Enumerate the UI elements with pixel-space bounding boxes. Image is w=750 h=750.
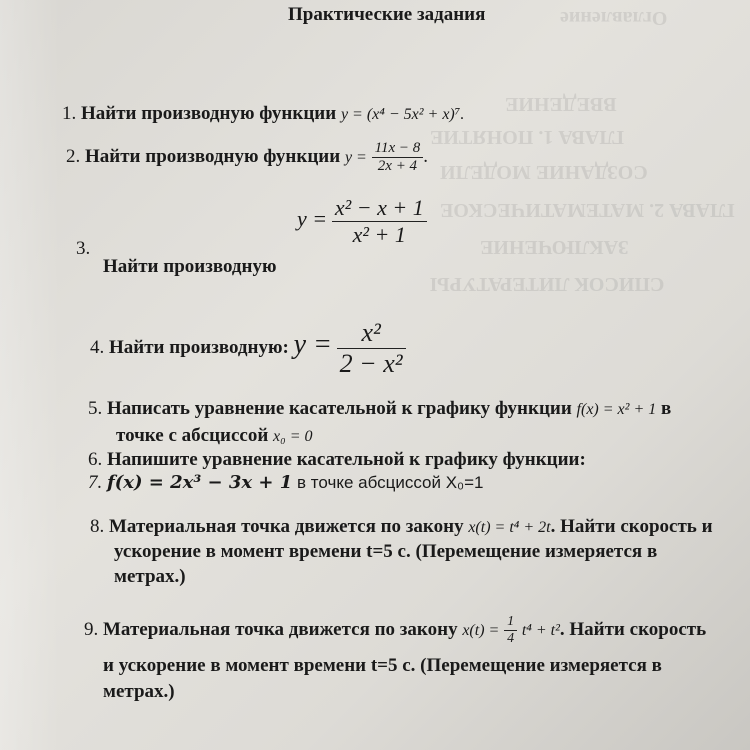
- task-number: 7.: [88, 472, 103, 493]
- fraction: [504, 614, 517, 647]
- bleed-through-text: ГЛАВА 2. МАТЕМАТИЧЕСКОЕ: [440, 199, 735, 221]
- formula-tail: .: [423, 145, 429, 167]
- denominator: 2 − x²: [339, 349, 403, 378]
- task-text: Найти производную:: [109, 336, 289, 358]
- task-3-number: 3.: [76, 238, 91, 259]
- task-number: 2.: [66, 145, 81, 167]
- task-number: 4.: [90, 336, 105, 358]
- denominator: 2x + 4: [377, 158, 418, 174]
- formula-lhs: y =: [293, 328, 332, 360]
- task-text: Найти производную функции: [81, 103, 337, 124]
- denominator: 4: [507, 631, 515, 646]
- task-9-line2: и ускорение в момент времени t=5 с. (Перемещение измеряется в: [103, 655, 662, 676]
- formula-lhs: y =: [344, 148, 367, 166]
- fraction: [372, 140, 424, 175]
- task-text: Материальная точка движется по закону: [103, 618, 458, 640]
- task-1: [62, 103, 464, 125]
- task-text: точке с абсциссой: [116, 425, 269, 446]
- task-text: Напишите уравнение касательной к графику функции:: [107, 449, 586, 470]
- task-8-line3: метрах.): [114, 566, 186, 587]
- bleed-through-text: ВВЕДЕНИЕ: [505, 93, 617, 115]
- fraction: [337, 318, 406, 379]
- numerator: x² − x + 1: [332, 195, 427, 222]
- task-number: 6.: [88, 449, 103, 470]
- numerator: 11x − 8: [372, 140, 424, 158]
- task-tail: . Найти скорость и: [550, 516, 713, 537]
- task-9-line3: метрах.): [103, 681, 175, 702]
- task-text: Материальная точка движется по закону: [109, 516, 464, 537]
- bleed-through-text: ЗАКЛЮЧЕНИЕ: [480, 236, 629, 258]
- task-formula: f(x) = 2x³ − 3x + 1: [107, 472, 293, 493]
- task-9: [84, 614, 706, 647]
- bleed-through-text: ГЛАВА 1. ПОНЯТИЕ: [430, 126, 624, 148]
- task-number: 1.: [62, 103, 77, 124]
- bleed-through-text: Оглавление: [560, 7, 668, 29]
- task-number: 5.: [88, 398, 103, 419]
- denominator: x² + 1: [352, 222, 406, 247]
- task-8: [90, 516, 713, 538]
- bleed-through-text: СПИСОК ЛИТЕРАТУРЫ: [430, 273, 665, 295]
- task-2: [66, 140, 428, 175]
- formula-rest: t⁴ + t²: [521, 621, 560, 639]
- task-formula: f(x) = x² + 1: [576, 401, 657, 418]
- task-5: [88, 398, 671, 420]
- numerator: 1: [504, 614, 517, 631]
- task-formula: y = (x⁴ − 5x² + x)⁷.: [340, 106, 465, 123]
- task-text: Найти производную функции: [85, 145, 341, 167]
- task-text: в точке абсциссой X₀=1: [297, 473, 484, 492]
- numerator: x²: [337, 318, 406, 349]
- task-formula: x₀ = 0: [273, 428, 313, 445]
- bleed-through-text: СОЗДАНИЕ МОДЕЛИ: [440, 161, 648, 183]
- task-7: [88, 472, 484, 494]
- task-6: [88, 449, 586, 471]
- task-text: Написать уравнение касательной к графику функции: [107, 398, 572, 419]
- page-lighting: [0, 0, 60, 750]
- task-3-text: Найти производную: [103, 256, 277, 277]
- formula-lhs: x(t) =: [462, 621, 500, 639]
- task-3-formula: [297, 195, 427, 248]
- task-tail: . Найти скорость: [559, 618, 707, 640]
- formula-lhs: y =: [297, 205, 328, 231]
- task-number: 8.: [90, 516, 105, 537]
- task-tail: в: [661, 398, 672, 419]
- fraction: [332, 195, 427, 248]
- task-4: [90, 318, 406, 379]
- task-formula: x(t) = t⁴ + 2t: [468, 519, 551, 536]
- page-title: Практические задания: [288, 4, 486, 25]
- task-8-line2: ускорение в момент времени t=5 с. (Перемещение измеряется в: [114, 541, 658, 562]
- task-5-line2: [116, 425, 313, 447]
- task-number: 9.: [84, 618, 99, 640]
